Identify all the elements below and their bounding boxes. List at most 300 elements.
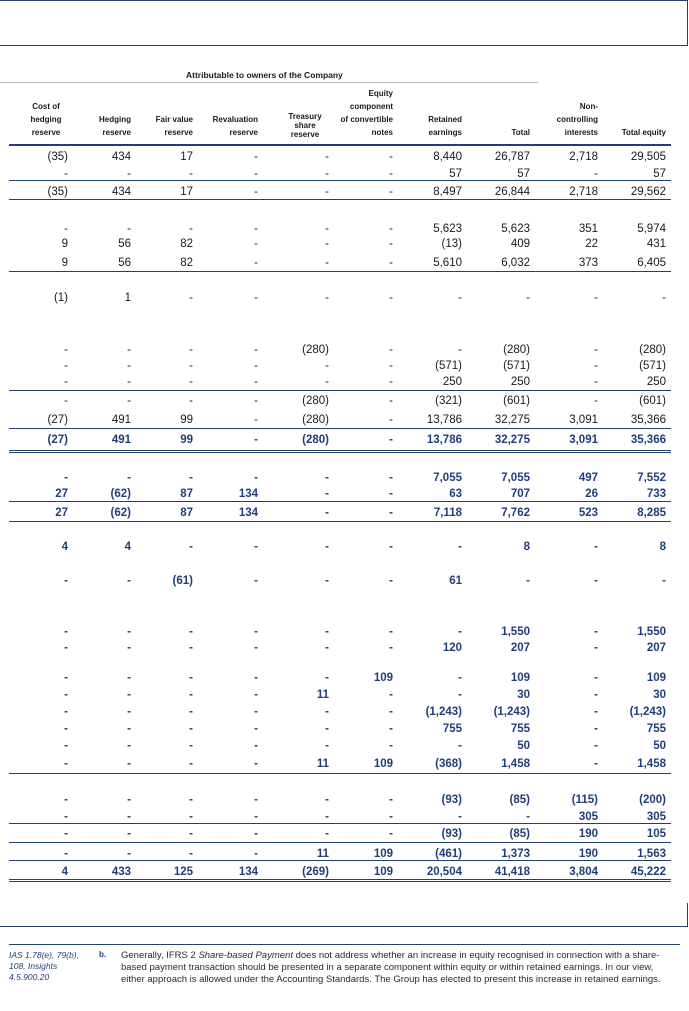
table-cell: 87 [180, 488, 193, 500]
table-cell: 109 [510, 672, 530, 684]
table-cell: - [127, 575, 131, 587]
column-header-line: component [349, 102, 393, 111]
table-cell: 5,610 [433, 257, 462, 269]
table-cell: (35) [47, 186, 68, 198]
table-cell: - [127, 376, 131, 388]
table-cell: 190 [578, 848, 598, 860]
table-row [0, 624, 689, 640]
table-cell: 4 [124, 541, 131, 553]
table-cell: - [254, 360, 258, 372]
table-cell: - [458, 811, 462, 823]
table-cell: (85) [509, 828, 530, 840]
table-cell: 3,091 [569, 434, 598, 446]
table-cell: (571) [503, 360, 530, 372]
table-cell: 5,623 [501, 223, 530, 235]
table-cell: - [594, 360, 598, 372]
table-rule [9, 521, 671, 522]
table-cell: - [526, 811, 530, 823]
table-cell: 56 [118, 257, 131, 269]
table-cell: 109 [373, 866, 393, 878]
table-cell: - [64, 706, 68, 718]
table-row [0, 393, 689, 409]
table-cell: - [254, 740, 258, 752]
table-cell: 26,844 [494, 186, 530, 198]
table-cell: (601) [503, 395, 530, 407]
table-cell: 6,405 [637, 257, 666, 269]
table-cell: - [594, 344, 598, 356]
table-cell: 4 [61, 541, 68, 553]
table-cell: - [325, 740, 329, 752]
table-cell: - [325, 672, 329, 684]
column-header-line: interests [564, 128, 598, 137]
table-cell: 491 [111, 414, 131, 426]
table-cell: - [254, 689, 258, 701]
table-cell: - [325, 575, 329, 587]
table-cell: - [189, 689, 193, 701]
note-text-part: Generally, IFRS 2 [121, 950, 199, 961]
table-cell: 35,366 [630, 434, 666, 446]
table-cell: 305 [646, 811, 666, 823]
table-cell: - [127, 794, 131, 806]
table-cell: 491 [111, 434, 131, 446]
table-row [0, 704, 689, 720]
table-cell: - [389, 434, 393, 446]
column-header-line: share [294, 121, 316, 130]
table-cell: - [389, 541, 393, 553]
table-cell: (461) [435, 848, 462, 860]
table-cell: - [254, 257, 258, 269]
table-cell: 120 [442, 642, 462, 654]
table-cell: 6,032 [501, 257, 530, 269]
column-header-line: reserve [31, 128, 61, 137]
table-cell: - [254, 723, 258, 735]
table-cell: 41,418 [494, 866, 530, 878]
table-cell: 57 [653, 168, 666, 180]
table-cell: 755 [646, 723, 666, 735]
table-cell: (62) [110, 488, 131, 500]
table-cell: - [127, 223, 131, 235]
table-cell: - [389, 507, 393, 519]
table-cell: 22 [585, 238, 598, 250]
table-cell: - [189, 828, 193, 840]
table-cell: - [594, 758, 598, 770]
table-cell: (1,243) [629, 706, 666, 718]
table-cell: - [254, 292, 258, 304]
column-header-line: reserve [164, 128, 193, 137]
table-cell: - [254, 376, 258, 388]
table-cell: - [325, 257, 329, 269]
column-header-line: Treasury [288, 112, 322, 121]
table-cell: - [389, 151, 393, 163]
column-header-line: Revaluation [212, 115, 258, 124]
table-cell: 1 [124, 292, 131, 304]
table-cell: 99 [180, 414, 193, 426]
table-cell: - [189, 740, 193, 752]
table-cell: - [64, 344, 68, 356]
table-cell: 11 [316, 689, 329, 701]
table-cell: - [64, 740, 68, 752]
table-cell: - [254, 758, 258, 770]
table-cell: 373 [578, 257, 598, 269]
table-cell: - [127, 344, 131, 356]
table-cell: 29,505 [630, 151, 666, 163]
table-cell: (1,243) [493, 706, 530, 718]
table-cell: - [127, 472, 131, 484]
table-cell: - [189, 223, 193, 235]
table-cell: 27 [55, 488, 68, 500]
table-cell: 134 [238, 488, 258, 500]
note-rule [9, 944, 680, 945]
table-cell: 4 [61, 866, 68, 878]
table-cell: 57 [517, 168, 530, 180]
table-cell: 8,285 [637, 507, 666, 519]
table-cell: - [325, 376, 329, 388]
table-row [0, 864, 689, 880]
table-cell: - [594, 292, 598, 304]
table-cell: - [127, 828, 131, 840]
table-cell: - [594, 541, 598, 553]
table-cell: 9 [61, 257, 68, 269]
table-cell: - [64, 360, 68, 372]
table-cell: - [64, 168, 68, 180]
column-header [545, 100, 598, 139]
table-cell: - [389, 238, 393, 250]
table-rule [9, 271, 671, 272]
table-cell: 125 [173, 866, 193, 878]
table-cell: 250 [510, 376, 530, 388]
table-cell: - [594, 672, 598, 684]
table-rule [9, 428, 671, 429]
table-cell: 1,373 [501, 848, 530, 860]
table-cell: 8,497 [433, 186, 462, 198]
column-header-line: controlling [556, 115, 598, 124]
table-cell: 134 [238, 866, 258, 878]
table-rule [9, 773, 671, 774]
table-cell: - [254, 434, 258, 446]
table-cell: - [189, 395, 193, 407]
table-row [0, 846, 689, 862]
table-cell: 7,552 [637, 472, 666, 484]
table-cell: - [254, 186, 258, 198]
table-cell: - [389, 223, 393, 235]
column-header-line: Total [511, 128, 530, 137]
table-cell: - [127, 740, 131, 752]
table-cell: 8,440 [433, 151, 462, 163]
table-cell: 50 [517, 740, 530, 752]
table-cell: 5,623 [433, 223, 462, 235]
table-cell: - [389, 723, 393, 735]
column-header [147, 113, 193, 139]
table-cell: 7,118 [433, 507, 462, 519]
table-cell: 1,550 [501, 626, 530, 638]
table-cell: 9 [61, 238, 68, 250]
table-cell: - [458, 541, 462, 553]
table-cell: 57 [449, 168, 462, 180]
table-cell: 434 [111, 186, 131, 198]
table-row [0, 738, 689, 754]
table-row [0, 166, 689, 182]
table-cell: 8 [659, 541, 666, 553]
table-cell: - [389, 488, 393, 500]
table-cell: - [325, 151, 329, 163]
table-cell: - [325, 626, 329, 638]
table-rule [9, 842, 671, 843]
table-cell: 17 [180, 186, 193, 198]
table-cell: - [389, 292, 393, 304]
table-cell: 45,222 [630, 866, 666, 878]
table-cell: - [64, 689, 68, 701]
table-cell: (93) [441, 828, 462, 840]
column-header-line: hedging [30, 115, 62, 124]
table-cell: 29,562 [630, 186, 666, 198]
table-cell: - [389, 376, 393, 388]
table-cell: - [127, 360, 131, 372]
table-cell: (1,243) [425, 706, 462, 718]
table-cell: - [594, 642, 598, 654]
table-cell: 755 [442, 723, 462, 735]
table-cell: - [64, 723, 68, 735]
table-cell: (13) [441, 238, 462, 250]
table-cell: - [526, 292, 530, 304]
table-cell: (27) [47, 434, 68, 446]
table-cell: - [325, 186, 329, 198]
column-header-line: reserve [290, 130, 320, 139]
table-cell: 32,275 [494, 414, 530, 426]
table-row [0, 687, 689, 703]
table-cell: - [662, 575, 666, 587]
table-cell: - [189, 672, 193, 684]
table-cell: 305 [578, 811, 598, 823]
table-cell: 3,091 [569, 414, 598, 426]
table-cell: 82 [180, 257, 193, 269]
table-cell: 2,718 [569, 151, 598, 163]
note-reference: IAS 1.78(e), 79(b), 108, Insights 4.5.900.20 [9, 950, 79, 982]
table-row [0, 432, 689, 448]
table-cell: 7,762 [501, 507, 530, 519]
table-cell: - [594, 706, 598, 718]
table-cell: 207 [646, 642, 666, 654]
table-rule [9, 450, 671, 453]
table-cell: - [254, 541, 258, 553]
table-cell: - [254, 151, 258, 163]
column-header-line: Non- [579, 102, 598, 111]
table-cell: 7,055 [501, 472, 530, 484]
table-cell: 27 [55, 507, 68, 519]
table-cell: 1,563 [637, 848, 666, 860]
table-cell: - [594, 723, 598, 735]
table-cell: - [254, 472, 258, 484]
column-header [24, 100, 68, 139]
table-cell: - [389, 168, 393, 180]
table-cell: (368) [435, 758, 462, 770]
table-row [0, 505, 689, 521]
table-cell: - [189, 360, 193, 372]
table-cell: - [127, 811, 131, 823]
table-cell: - [254, 706, 258, 718]
table-cell: - [254, 672, 258, 684]
table-cell: 26 [585, 488, 598, 500]
table-cell: - [189, 723, 193, 735]
table-cell: 61 [449, 575, 462, 587]
table-cell: - [458, 740, 462, 752]
table-cell: (62) [110, 507, 131, 519]
table-cell: - [64, 758, 68, 770]
table-row [0, 539, 689, 555]
table-cell: - [254, 828, 258, 840]
table-cell: - [458, 689, 462, 701]
table-cell: - [64, 626, 68, 638]
table-cell: - [254, 642, 258, 654]
table-cell: - [325, 507, 329, 519]
table-cell: 431 [646, 238, 666, 250]
table-cell: - [127, 626, 131, 638]
table-cell: - [594, 376, 598, 388]
note-letter: b. [99, 950, 107, 959]
table-cell: - [64, 848, 68, 860]
table-cell: - [127, 672, 131, 684]
table-cell: 11 [316, 848, 329, 860]
column-header-line: reserve [229, 128, 258, 137]
table-cell: - [64, 223, 68, 235]
table-cell: 1,458 [501, 758, 530, 770]
table-cell: 134 [238, 507, 258, 519]
table-cell: - [189, 472, 193, 484]
table-cell: 351 [578, 223, 598, 235]
table-cell: - [325, 794, 329, 806]
table-cell: 82 [180, 238, 193, 250]
table-cell: - [64, 395, 68, 407]
table-row [0, 809, 689, 825]
table-row [0, 358, 689, 374]
column-header [416, 113, 462, 139]
note-text-italic: Share-based Payment [198, 950, 293, 961]
table-cell: 105 [646, 828, 666, 840]
table-cell: - [64, 376, 68, 388]
table-cell: - [458, 626, 462, 638]
column-header-line: Retained [428, 115, 462, 124]
column-header-line: notes [371, 128, 393, 137]
table-cell: 109 [373, 848, 393, 860]
table-cell: - [127, 848, 131, 860]
table-cell: - [64, 672, 68, 684]
table-cell: (280) [503, 344, 530, 356]
table-cell: 99 [180, 434, 193, 446]
column-header [611, 126, 666, 139]
column-header [200, 113, 258, 139]
table-cell: - [254, 848, 258, 860]
table-cell: - [189, 758, 193, 770]
table-cell: 434 [111, 151, 131, 163]
table-cell: - [189, 811, 193, 823]
table-cell: - [127, 758, 131, 770]
table-cell: - [64, 794, 68, 806]
table-cell: - [254, 395, 258, 407]
table-cell: - [189, 168, 193, 180]
table-rule [9, 144, 671, 146]
table-cell: 35,366 [630, 414, 666, 426]
table-row [0, 721, 689, 737]
table-cell: 109 [373, 672, 393, 684]
table-cell: 8 [523, 541, 530, 553]
table-cell: - [189, 344, 193, 356]
table-cell: - [325, 642, 329, 654]
table-cell: - [389, 811, 393, 823]
table-cell: 7,055 [433, 472, 462, 484]
table-cell: 1,458 [637, 758, 666, 770]
table-cell: (61) [172, 575, 193, 587]
table-cell: 109 [373, 758, 393, 770]
table-cell: - [189, 848, 193, 860]
column-header-line: Cost of [32, 102, 60, 111]
table-cell: - [325, 360, 329, 372]
table-cell: - [189, 794, 193, 806]
table-row [0, 412, 689, 428]
table-cell: 11 [316, 758, 329, 770]
table-cell: - [594, 168, 598, 180]
table-row [0, 184, 689, 200]
table-cell: (269) [302, 866, 329, 878]
note-text-part: does not address whether an increase in equity recognised in connection with a share-based payment transaction should be presented in a separate component within equity or within retained earnings. In our view, either approach is allowed under the Accounting Standards. The Group has elected to present this increase in retained earnings. [121, 950, 661, 985]
table-cell: - [254, 344, 258, 356]
table-cell: (280) [302, 414, 329, 426]
table-cell: 32,275 [494, 434, 530, 446]
table-cell: (115) [571, 794, 598, 806]
table-row [0, 486, 689, 502]
table-cell: (571) [639, 360, 666, 372]
table-cell: - [254, 223, 258, 235]
table-cell: - [64, 575, 68, 587]
table-cell: - [254, 238, 258, 250]
table-row [0, 470, 689, 486]
table-cell: - [458, 344, 462, 356]
top-frame [0, 0, 688, 46]
table-cell: - [594, 689, 598, 701]
table-cell: - [594, 575, 598, 587]
table-cell: (1) [53, 292, 68, 304]
table-cell: 433 [111, 866, 131, 878]
column-header-line: Equity [368, 89, 393, 98]
table-cell: 250 [442, 376, 462, 388]
table-cell: 63 [449, 488, 462, 500]
table-row [0, 640, 689, 656]
table-cell: 497 [578, 472, 598, 484]
table-cell: - [458, 292, 462, 304]
table-cell: - [389, 257, 393, 269]
table-cell: - [389, 344, 393, 356]
table-cell: - [389, 186, 393, 198]
table-cell: - [64, 811, 68, 823]
table-cell: 17 [180, 151, 193, 163]
table-cell: - [189, 292, 193, 304]
table-cell: - [458, 672, 462, 684]
table-cell: - [127, 723, 131, 735]
table-cell: - [389, 740, 393, 752]
table-cell: (571) [435, 360, 462, 372]
table-cell: - [127, 689, 131, 701]
table-cell: - [325, 811, 329, 823]
table-cell: - [389, 626, 393, 638]
table-row [0, 374, 689, 390]
table-cell: - [325, 828, 329, 840]
table-cell: 20,504 [426, 866, 462, 878]
table-cell: - [64, 828, 68, 840]
table-cell: 87 [180, 507, 193, 519]
table-cell: - [389, 689, 393, 701]
table-cell: 30 [653, 689, 666, 701]
table-cell: - [594, 626, 598, 638]
attributable-rule [0, 82, 538, 83]
note-text [121, 950, 679, 986]
